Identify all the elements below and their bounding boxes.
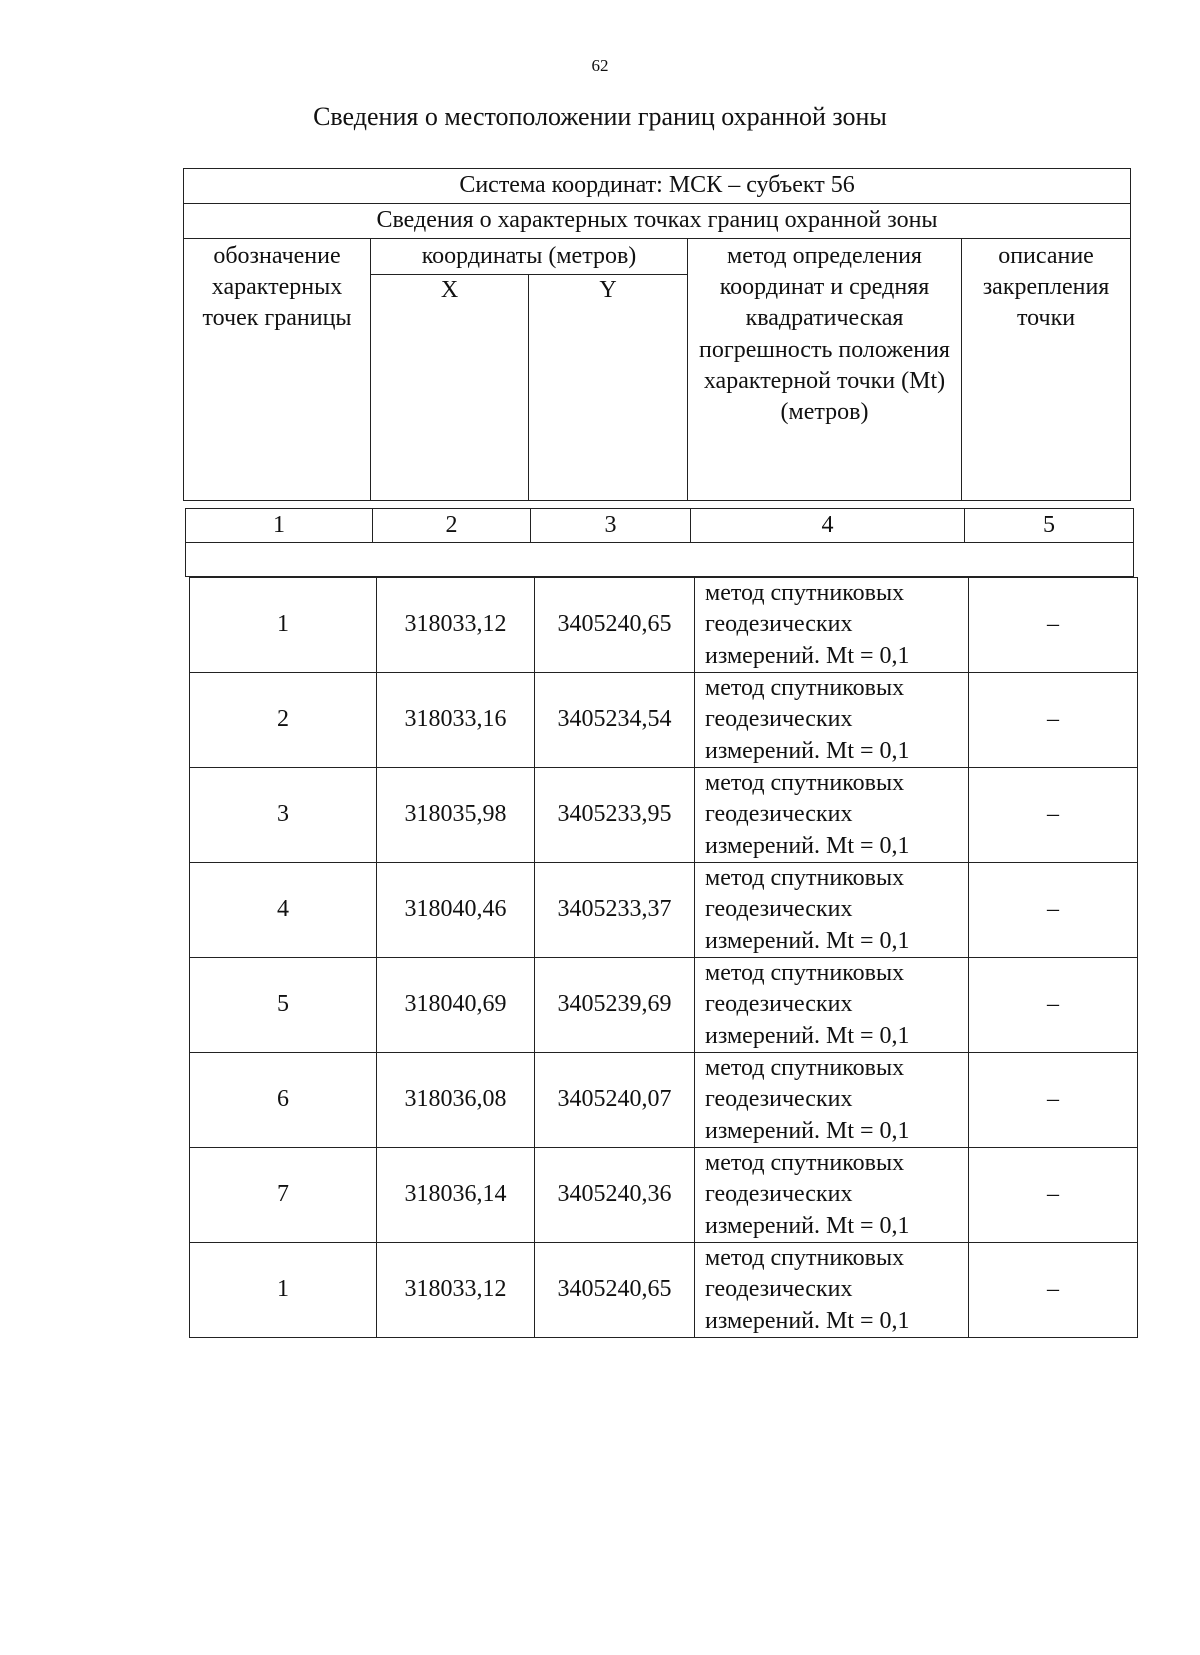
column-numbers-row: [186, 509, 1134, 543]
section-title-cell: Сведения о характерных точках границ охранной зоны: [184, 204, 1131, 239]
table-row: [190, 863, 1138, 958]
column-number: 3: [531, 509, 691, 543]
point-cell: 7: [190, 1148, 377, 1243]
column-number: 4: [691, 509, 965, 543]
table-row: [190, 1243, 1138, 1338]
y-header: Y: [529, 275, 688, 501]
x-cell: 318035,98: [377, 768, 535, 863]
x-cell: 318036,08: [377, 1053, 535, 1148]
coordinate-system-cell: Система координат: МСК – субъект 56: [184, 169, 1131, 204]
y-cell: 3405233,95: [535, 768, 695, 863]
method-cell: метод спутниковых геодезических измерений. Mt = 0,1: [695, 863, 969, 958]
point-cell: 4: [190, 863, 377, 958]
method-header: метод определения координат и средняя квадратическая погрешность положения характерной точки (Mt) (метров): [688, 239, 962, 501]
x-header: X: [371, 275, 529, 501]
method-cell: метод спутниковых геодезических измерений. Mt = 0,1: [695, 768, 969, 863]
y-cell: 3405240,07: [535, 1053, 695, 1148]
table-row: [190, 578, 1138, 673]
point-cell: 5: [190, 958, 377, 1053]
x-cell: 318040,69: [377, 958, 535, 1053]
description-cell: –: [969, 578, 1138, 673]
point-cell: 6: [190, 1053, 377, 1148]
description-cell: –: [969, 1148, 1138, 1243]
point-cell: 1: [190, 578, 377, 673]
method-cell: метод спутниковых геодезических измерений. Mt = 0,1: [695, 1053, 969, 1148]
y-cell: 3405240,65: [535, 1243, 695, 1338]
method-cell: метод спутниковых геодезических измерений. Mt = 0,1: [695, 673, 969, 768]
method-cell: метод спутниковых геодезических измерений. Mt = 0,1: [695, 1148, 969, 1243]
y-cell: 3405239,69: [535, 958, 695, 1053]
coordinates-header-table: [183, 168, 1131, 501]
blank-row: [186, 543, 1134, 577]
y-cell: 3405233,37: [535, 863, 695, 958]
description-cell: –: [969, 673, 1138, 768]
point-cell: 1: [190, 1243, 377, 1338]
page-number: 62: [591, 56, 609, 75]
table-row: [190, 958, 1138, 1053]
table-row: [190, 1148, 1138, 1243]
coordinates-header: координаты (метров): [371, 239, 688, 275]
x-cell: 318036,14: [377, 1148, 535, 1243]
method-cell: метод спутниковых геодезических измерений. Mt = 0,1: [695, 578, 969, 673]
column-number: 5: [965, 509, 1134, 543]
y-cell: 3405234,54: [535, 673, 695, 768]
description-cell: –: [969, 958, 1138, 1053]
description-cell: –: [969, 863, 1138, 958]
column-number: 2: [373, 509, 531, 543]
column-numbers-table: [185, 508, 1134, 577]
table-row: [190, 673, 1138, 768]
points-data-table: [189, 577, 1138, 1338]
method-cell: метод спутниковых геодезических измерений. Mt = 0,1: [695, 958, 969, 1053]
x-cell: 318033,16: [377, 673, 535, 768]
description-cell: –: [969, 1243, 1138, 1338]
description-cell: –: [969, 1053, 1138, 1148]
y-cell: 3405240,65: [535, 578, 695, 673]
x-cell: 318033,12: [377, 578, 535, 673]
x-cell: 318033,12: [377, 1243, 535, 1338]
point-cell: 2: [190, 673, 377, 768]
point-cell: 3: [190, 768, 377, 863]
designation-header: обозначение характерных точек границы: [184, 239, 371, 501]
description-cell: –: [969, 768, 1138, 863]
column-number: 1: [186, 509, 373, 543]
description-header: описание закрепления точки: [962, 239, 1131, 501]
method-cell: метод спутниковых геодезических измерений. Mt = 0,1: [695, 1243, 969, 1338]
table-row: [190, 768, 1138, 863]
table-row: [190, 1053, 1138, 1148]
document-title: Сведения о местоположении границ охранной зоны: [313, 102, 887, 131]
x-cell: 318040,46: [377, 863, 535, 958]
y-cell: 3405240,36: [535, 1148, 695, 1243]
